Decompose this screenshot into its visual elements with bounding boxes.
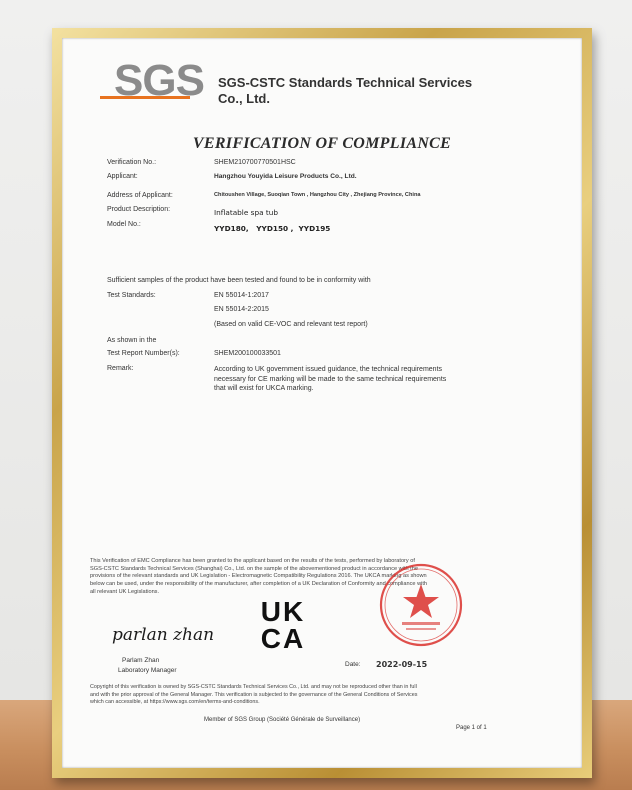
certificate (52, 28, 592, 778)
conformity-intro: Sufficient samples of the product have been tested and found to be in conformity with (107, 277, 371, 284)
as-shown-label: As shown in the (107, 337, 157, 344)
test-standards-label: Test Standards: (107, 292, 156, 299)
remark-label: Remark: (107, 365, 134, 372)
test-report-label: Test Report Number(s): (107, 350, 180, 357)
copyright-line: Copyright of this verification is owned by SGS-CSTC Standards Technical Services Co., Ltd. and may not be reproduced other than in full (90, 684, 417, 690)
copyright-line: and with the prior approval of the General Manager. This verification is subjected to the governance of the General Conditions of Services (90, 691, 418, 698)
company-name (218, 75, 478, 107)
company-name-line1: SGS-CSTC Standards Technical Services (218, 75, 473, 90)
date-value: 2022-09-15 (376, 660, 428, 669)
disclaimer-line: SGS-CSTC Standards Technical Services (Shanghai) Co., Ltd. on the sample of the abovementioned product in accordance with the (90, 565, 418, 572)
disclaimer-paragraph (90, 558, 560, 597)
applicant-label: Applicant: (107, 173, 138, 180)
signatory-title: Laboratory Manager (118, 667, 177, 674)
disclaimer-line: all relevant UK Legislations. (90, 588, 160, 595)
manager-signature (110, 618, 230, 648)
remark-line: According to UK government issued guidance, the technical requirements (214, 366, 443, 373)
document-title: VERIFICATION OF COMPLIANCE (192, 135, 452, 152)
remark-text (214, 365, 446, 394)
ukca-mark-bottom: CA (260, 623, 306, 654)
test-report-value: SHEM200100033501 (214, 350, 281, 357)
official-seal-stamp (378, 562, 464, 648)
signature-text: parlan zhan (112, 625, 215, 645)
verification-no-value: SHEM210700770501HSC (214, 159, 296, 166)
product-description-label: Product Description: (107, 206, 171, 213)
member-line: Member of SGS Group (Société Générale de Surveillance) (204, 717, 361, 723)
test-standard-1: EN 55014-1:2017 (214, 292, 269, 299)
page-info: Page 1 of 1 (456, 725, 487, 731)
address-value: Chitoushen Village, Suoqian Town , Hangzhou City , Zhejiang Province, China (214, 192, 421, 198)
disclaimer-line: below can be used, under the responsibility of the manufacturer, after completion of a UK Declaration of Conformity and compliance with (90, 581, 428, 588)
verification-no-label: Verification No.: (107, 159, 157, 166)
ukca-mark (257, 598, 309, 652)
company-name-line2: Co., Ltd. (218, 91, 270, 106)
applicant-value: Hangzhou Youyida Leisure Products Co., Ltd. (214, 173, 357, 180)
model-no-label: Model No.: (107, 221, 141, 228)
date-label: Date: (345, 661, 361, 668)
product-description-value: Inflatable spa tub (214, 208, 278, 217)
disclaimer-line: This Verification of EMC Compliance has been granted to the applicant based on the results of the tests, performed by laboratory of (90, 558, 415, 564)
copyright-line: which can accessible, at https://www.sgs.com/en/terms-and-conditions. (90, 699, 260, 706)
sgs-logo: SGS (114, 56, 204, 105)
test-standard-2: EN 55014-2:2015 (214, 306, 269, 313)
model-no-value: YYD180, YYD150 , YYD195 (214, 224, 331, 233)
copyright-paragraph (90, 684, 560, 707)
disclaimer-line: provisions of the relevant standards and UK Legislation - Electromagnetic Compatibility Regulations 2016. The UKCA marking as shown (90, 573, 427, 580)
signatory-name: Parlam Zhan (122, 657, 160, 664)
address-label: Address of Applicant: (107, 192, 173, 199)
test-standard-note: (Based on valid CE-VOC and relevant test report) (214, 321, 368, 328)
remark-line: that will exist for UKCA marking. (214, 385, 314, 392)
ukca-mark-top: UK (260, 596, 306, 627)
remark-line: necessary for CE marking will be made to the same technical requirements (214, 375, 447, 383)
